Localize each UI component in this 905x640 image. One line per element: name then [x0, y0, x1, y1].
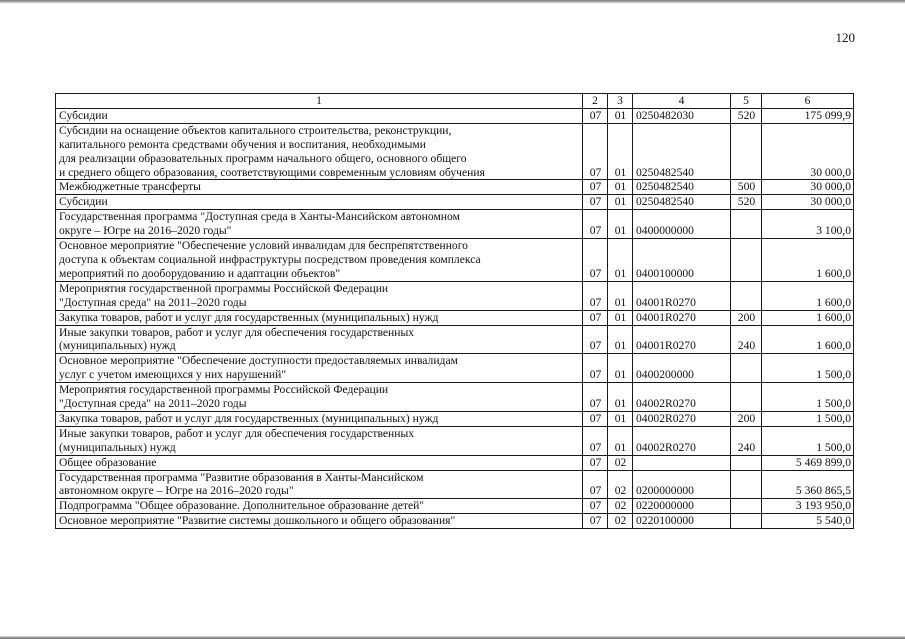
cell-target-item: 0250482030: [633, 108, 731, 123]
table-row: [56, 514, 854, 529]
cell-name: Субсидии: [56, 195, 583, 210]
cell-amount: 3 193 950,0: [762, 499, 854, 514]
table-row: [56, 411, 854, 426]
cell-amount: 30 000,0: [762, 180, 854, 195]
cell-name: Основное мероприятие "Обеспечение условий инвалидам для беспрепятственного доступа к объектам социальной инфраструктуры посредством проведения комплекса мероприятий по дооборудованию и адаптации объектов": [56, 239, 583, 282]
table-row: [56, 195, 854, 210]
scan-edge-bottom: [0, 636, 905, 639]
cell-amount: 1 600,0: [762, 281, 854, 310]
cell-name: Межбюджетные трансферты: [56, 180, 583, 195]
cell-section: 07: [583, 180, 608, 195]
cell-section: 07: [583, 123, 608, 180]
cell-name: Закупка товаров, работ и услуг для государственных (муниципальных) нужд: [56, 411, 583, 426]
table-row: [56, 239, 854, 282]
cell-target-item: 0220100000: [633, 514, 731, 529]
cell-expense-type: 200: [731, 411, 762, 426]
cell-subsection: 01: [608, 354, 633, 383]
cell-expense-type: 500: [731, 180, 762, 195]
header-col-target-item: 4: [633, 94, 731, 109]
cell-expense-type: [731, 455, 762, 470]
cell-target-item: 04001R0270: [633, 281, 731, 310]
cell-target-item: 04001R0270: [633, 325, 731, 354]
cell-amount: 5 360 865,5: [762, 470, 854, 499]
cell-expense-type: [731, 210, 762, 239]
cell-amount: 5 469 899,0: [762, 455, 854, 470]
cell-target-item: 0200000000: [633, 470, 731, 499]
table-row: [56, 123, 854, 180]
cell-target-item: 04002R0270: [633, 411, 731, 426]
table-row: [56, 499, 854, 514]
cell-subsection: 01: [608, 310, 633, 325]
table-row: [56, 180, 854, 195]
cell-expense-type: [731, 470, 762, 499]
cell-name: Закупка товаров, работ и услуг для государственных (муниципальных) нужд: [56, 310, 583, 325]
cell-expense-type: [731, 239, 762, 282]
table-body: [56, 108, 854, 528]
cell-amount: 1 500,0: [762, 354, 854, 383]
cell-section: 07: [583, 411, 608, 426]
cell-amount: 1 600,0: [762, 310, 854, 325]
cell-name: Основное мероприятие "Обеспечение доступности предоставляемых инвалидам услуг с учетом имеющихся у них нарушений": [56, 354, 583, 383]
cell-section: 07: [583, 195, 608, 210]
cell-expense-type: [731, 123, 762, 180]
cell-subsection: 01: [608, 325, 633, 354]
cell-expense-type: [731, 499, 762, 514]
cell-subsection: 01: [608, 123, 633, 180]
table-row: [56, 455, 854, 470]
header-col-amount: 6: [762, 94, 854, 109]
cell-expense-type: 200: [731, 310, 762, 325]
header-col-expense-type: 5: [731, 94, 762, 109]
table-row: [56, 470, 854, 499]
cell-amount: 3 100,0: [762, 210, 854, 239]
cell-section: 07: [583, 210, 608, 239]
cell-section: 07: [583, 325, 608, 354]
cell-subsection: 02: [608, 499, 633, 514]
cell-target-item: 0220000000: [633, 499, 731, 514]
cell-expense-type: [731, 354, 762, 383]
cell-target-item: 0400000000: [633, 210, 731, 239]
cell-name: Мероприятия государственной программы Российской Федерации "Доступная среда" на 2011–2020 годы: [56, 383, 583, 412]
cell-section: 07: [583, 239, 608, 282]
cell-section: 07: [583, 426, 608, 455]
cell-target-item: [633, 455, 731, 470]
cell-section: 07: [583, 455, 608, 470]
cell-expense-type: 240: [731, 325, 762, 354]
cell-target-item: 0250482540: [633, 180, 731, 195]
cell-subsection: 02: [608, 455, 633, 470]
table-row: [56, 108, 854, 123]
table-row: [56, 325, 854, 354]
cell-section: 07: [583, 108, 608, 123]
table-row: [56, 383, 854, 412]
cell-expense-type: 240: [731, 426, 762, 455]
cell-section: 07: [583, 281, 608, 310]
cell-subsection: 02: [608, 514, 633, 529]
scan-edge-top: [0, 0, 905, 3]
cell-subsection: 01: [608, 239, 633, 282]
header-col-subsection: 3: [608, 94, 633, 109]
cell-target-item: 04001R0270: [633, 310, 731, 325]
cell-subsection: 01: [608, 426, 633, 455]
table-row: [56, 426, 854, 455]
cell-expense-type: [731, 383, 762, 412]
cell-amount: 175 099,9: [762, 108, 854, 123]
cell-target-item: 04002R0270: [633, 383, 731, 412]
cell-name: Подпрограмма "Общее образование. Дополнительное образование детей": [56, 499, 583, 514]
header-col-name: 1: [56, 94, 583, 109]
cell-section: 07: [583, 470, 608, 499]
cell-target-item: 04002R0270: [633, 426, 731, 455]
cell-name: Мероприятия государственной программы Российской Федерации "Доступная среда" на 2011–2020 годы: [56, 281, 583, 310]
table-header: [56, 94, 854, 109]
table-row: [56, 210, 854, 239]
cell-amount: 1 600,0: [762, 325, 854, 354]
cell-subsection: 01: [608, 411, 633, 426]
cell-subsection: 01: [608, 180, 633, 195]
cell-amount: 1 500,0: [762, 411, 854, 426]
table-row: [56, 310, 854, 325]
cell-name: Иные закупки товаров, работ и услуг для обеспечения государственных (муниципальных) нужд: [56, 426, 583, 455]
cell-section: 07: [583, 499, 608, 514]
cell-name: Основное мероприятие "Развитие системы дошкольного и общего образования": [56, 514, 583, 529]
cell-name: Общее образование: [56, 455, 583, 470]
cell-name: Государственная программа "Развитие образования в Ханты-Мансийском автономном округе – Югре на 2016–2020 годы": [56, 470, 583, 499]
cell-expense-type: [731, 281, 762, 310]
cell-subsection: 01: [608, 210, 633, 239]
cell-expense-type: 520: [731, 108, 762, 123]
cell-target-item: 0400200000: [633, 354, 731, 383]
page-number: 120: [835, 30, 855, 45]
cell-section: 07: [583, 383, 608, 412]
cell-name: Иные закупки товаров, работ и услуг для обеспечения государственных (муниципальных) нужд: [56, 325, 583, 354]
table-row: [56, 281, 854, 310]
cell-subsection: 01: [608, 281, 633, 310]
cell-expense-type: [731, 514, 762, 529]
cell-expense-type: 520: [731, 195, 762, 210]
cell-subsection: 01: [608, 195, 633, 210]
cell-subsection: 01: [608, 383, 633, 412]
cell-amount: 1 500,0: [762, 383, 854, 412]
cell-amount: 30 000,0: [762, 123, 854, 180]
cell-amount: 1 500,0: [762, 426, 854, 455]
table-row: [56, 354, 854, 383]
cell-amount: 5 540,0: [762, 514, 854, 529]
cell-section: 07: [583, 514, 608, 529]
cell-name: Субсидии на оснащение объектов капитального строительства, реконструкции, капитального ремонта средствами обучения и воспитания, необходимыми для реализации образовательных программ начального общего, основного общего и среднего общего образования, соответствующими современным условиям обучения: [56, 123, 583, 180]
cell-name: Субсидии: [56, 108, 583, 123]
cell-target-item: 0400100000: [633, 239, 731, 282]
cell-name: Государственная программа "Доступная среда в Ханты-Мансийском автономном округе – Югре на 2016–2020 годы": [56, 210, 583, 239]
cell-amount: 1 600,0: [762, 239, 854, 282]
cell-section: 07: [583, 354, 608, 383]
cell-amount: 30 000,0: [762, 195, 854, 210]
cell-subsection: 02: [608, 470, 633, 499]
cell-target-item: 0250482540: [633, 123, 731, 180]
cell-section: 07: [583, 310, 608, 325]
cell-subsection: 01: [608, 108, 633, 123]
budget-table: [55, 93, 854, 529]
cell-target-item: 0250482540: [633, 195, 731, 210]
header-col-section: 2: [583, 94, 608, 109]
header-row: [56, 94, 854, 109]
